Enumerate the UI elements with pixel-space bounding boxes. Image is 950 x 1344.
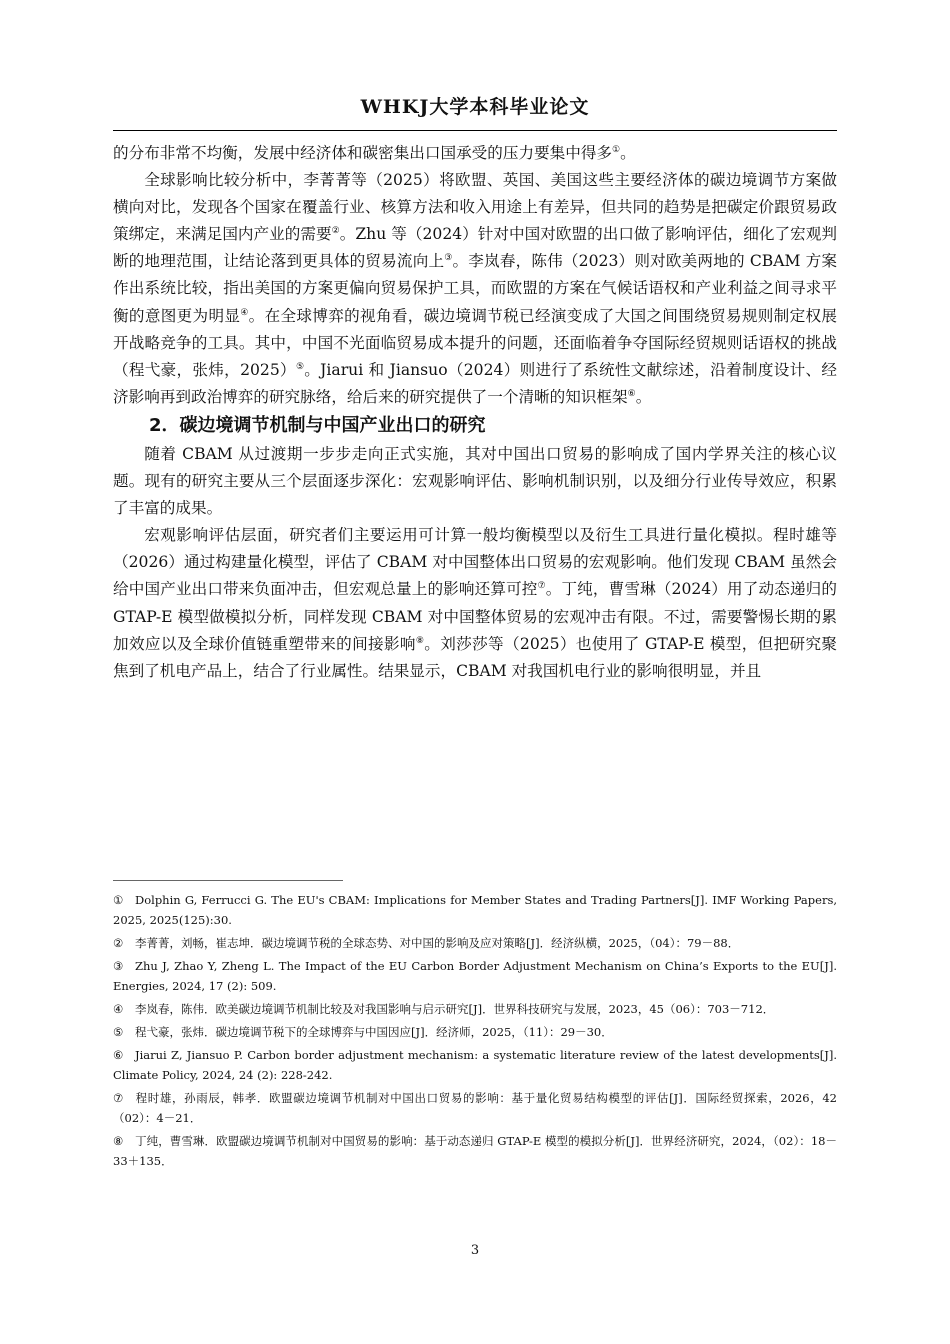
footnote-item	[113, 1088, 837, 1128]
paragraph-group-1	[113, 140, 837, 411]
footnote-text: Dolphin G, Ferrucci G. The EU's CBAM: Implications for Member States and Trading Partners[J]. IMF Working Papers, 2025, 2025(125):30.	[113, 893, 837, 927]
running-header: WHKJ大学本科毕业论文	[360, 96, 590, 118]
paragraph-text: 宏观影响评估层面，研究者们主要运用可计算一般均衡模型以及衍生工具进行量化模拟。程时雄等（2026）通过构建量化模型，评估了 CBAM 对中国整体出口贸易的宏观影响。他们发现 CBAM 虽然会给中国产业出口带来负面冲击，但宏观总量上的影响还算可控	[113, 526, 837, 599]
footnote-mark: ⑧	[113, 1134, 124, 1148]
footnote-rule	[113, 880, 343, 881]
footnote-item	[113, 999, 837, 1019]
paragraph-group-2	[113, 441, 837, 685]
footnote-text: 李菁菁，刘畅，崔志坤．碳边境调节税的全球态势、对中国的影响及应对策略[J]．经济纵横，2025，（04）：79－88．	[135, 936, 740, 950]
paragraph-text: 。Jiarui 和 Jiansuo（2024）则进行了系统性文献综述，沿着制度设计、经济影响再到政治博弈的研究脉络，给后来的研究提供了一个清晰的知识框架	[113, 360, 837, 406]
footnote-mark: ②	[113, 936, 124, 950]
paragraph-text: 。刘莎莎等（2025）也使用了 GTAP-E 模型，但把研究聚焦到了机电产品上，结合了行业属性。结果显示，CBAM 对我国机电行业的影响很明显，并且	[113, 634, 837, 680]
paragraph-text: 。在全球博弈的视角看，碳边境调节税已经演变成了大国之间围绕贸易规则制定权展开战略竞争的工具。其中，中国不光面临贸易成本提升的问题，还面临着争夺国际经贸规则话语权的挑战（程弋豪，张炜，2025）	[113, 306, 837, 379]
footnote-text: Zhu J, Zhao Y, Zheng L. The Impact of the EU Carbon Border Adjustment Mechanism on China’s Exports to the EU[J]. Energies, 2024, 17 (2): 509.	[113, 959, 837, 993]
paragraph	[113, 167, 837, 411]
footnote-item	[113, 933, 837, 953]
paragraph-text: 。丁纯，曹雪琳（2024）用了动态递归的 GTAP-E 模型做模拟分析，同样发现 CBAM 对中国整体贸易的宏观冲击有限。不过，需要警惕长期的累加效应以及全球价值链重塑带来的间接影响	[113, 580, 837, 653]
footnote-item	[113, 1131, 837, 1171]
paragraph-text: 的分布非常不均衡，发展中经济体和碳密集出口国承受的压力要集中得多	[113, 144, 613, 162]
footnote-mark: ⑤	[113, 1025, 124, 1039]
paragraph	[113, 522, 837, 685]
footnote-ref[interactable]: ⑦	[537, 581, 546, 592]
footnote-ref[interactable]: ⑤	[295, 361, 305, 372]
footnote-ref[interactable]: ②	[331, 226, 340, 237]
footnote-ref[interactable]: ①	[612, 145, 621, 155]
footnote-item	[113, 1022, 837, 1042]
footnote-ref[interactable]: ⑥	[627, 388, 636, 399]
footnote-text: 李岚春，陈伟．欧美碳边境调节机制比较及对我国影响与启示研究[J]．世界科技研究与发展，2023，45（06）：703－712．	[135, 1002, 775, 1016]
paragraph-text: 随着 CBAM 从过渡期一步步走向正式实施，其对中国出口贸易的影响成了国内学界关注的核心议题。现有的研究主要从三个层面逐步深化：宏观影响评估、影响机制识别，以及细分行业传导效应，积累了丰富的成果。	[113, 444, 837, 518]
paragraph-text: 。李岚春，陈伟（2023）则对欧美两地的 CBAM 方案作出系统比较，指出美国的方案更偏向贸易保护工具，而欧盟的方案在气候话语权和产业利益之间寻求平衡的意图更为明显	[113, 252, 837, 325]
header-rule	[113, 130, 837, 131]
footnote-ref[interactable]: ④	[240, 307, 249, 318]
paragraph-text: 。	[620, 144, 636, 162]
paragraph	[113, 441, 837, 522]
footnote-text: Jiarui Z, Jiansuo P. Carbon border adjustment mechanism: a systematic literature review of the latest developments[J]. Climate Policy, 2024, 24 (2): 228-242.	[113, 1048, 837, 1082]
footnote-item	[113, 890, 837, 930]
body-text	[113, 140, 837, 685]
footnote-text: 程时雄，孙雨辰，韩孝．欧盟碳边境调节机制对中国出口贸易的影响：基于量化贸易结构模型的评估[J]．国际经贸探索，2026，42（02）：4－21．	[113, 1091, 837, 1125]
footnote-mark: ③	[113, 959, 124, 973]
footnote-ref[interactable]: ⑧	[415, 635, 425, 646]
footnote-text: 程弋豪，张炜．碳边境调节税下的全球博弈与中国因应[J]．经济师，2025，（11）：29－30．	[135, 1025, 613, 1039]
footnotes	[113, 890, 837, 1174]
footnote-item	[113, 1045, 837, 1085]
footnote-mark: ⑦	[113, 1091, 124, 1105]
footnote-mark: ①	[113, 893, 124, 907]
footnote-mark: ④	[113, 1002, 124, 1016]
footnote-mark: ⑥	[113, 1048, 124, 1062]
paragraph-text: 。Zhu 等（2024）针对中国对欧盟的出口做了影响评估，细化了宏观判断的地理范围，让结论落到更具体的贸易流向上	[113, 225, 837, 271]
paragraph-text: 。	[635, 387, 652, 406]
footnote-ref[interactable]: ③	[444, 253, 453, 264]
footnote-item	[113, 956, 837, 996]
paragraph-text: 全球影响比较分析中，李菁菁等（2025）将欧盟、英国、美国这些主要经济体的碳边境调节方案做横向对比，发现各个国家在覆盖行业、核算方法和收入用途上有差异，但共同的趋势是把碳定价跟贸易政策绑定，来满足国内产业的需要	[113, 171, 837, 244]
section-heading: 2．碳边境调节机制与中国产业出口的研究	[149, 414, 486, 436]
page-number: 3	[470, 1243, 480, 1258]
footnote-text: 丁纯，曹雪琳．欧盟碳边境调节机制对中国贸易的影响：基于动态递归 GTAP-E 模型的模拟分析[J]．世界经济研究，2024，（02）：18－33＋135．	[113, 1134, 837, 1168]
paragraph	[113, 140, 837, 167]
